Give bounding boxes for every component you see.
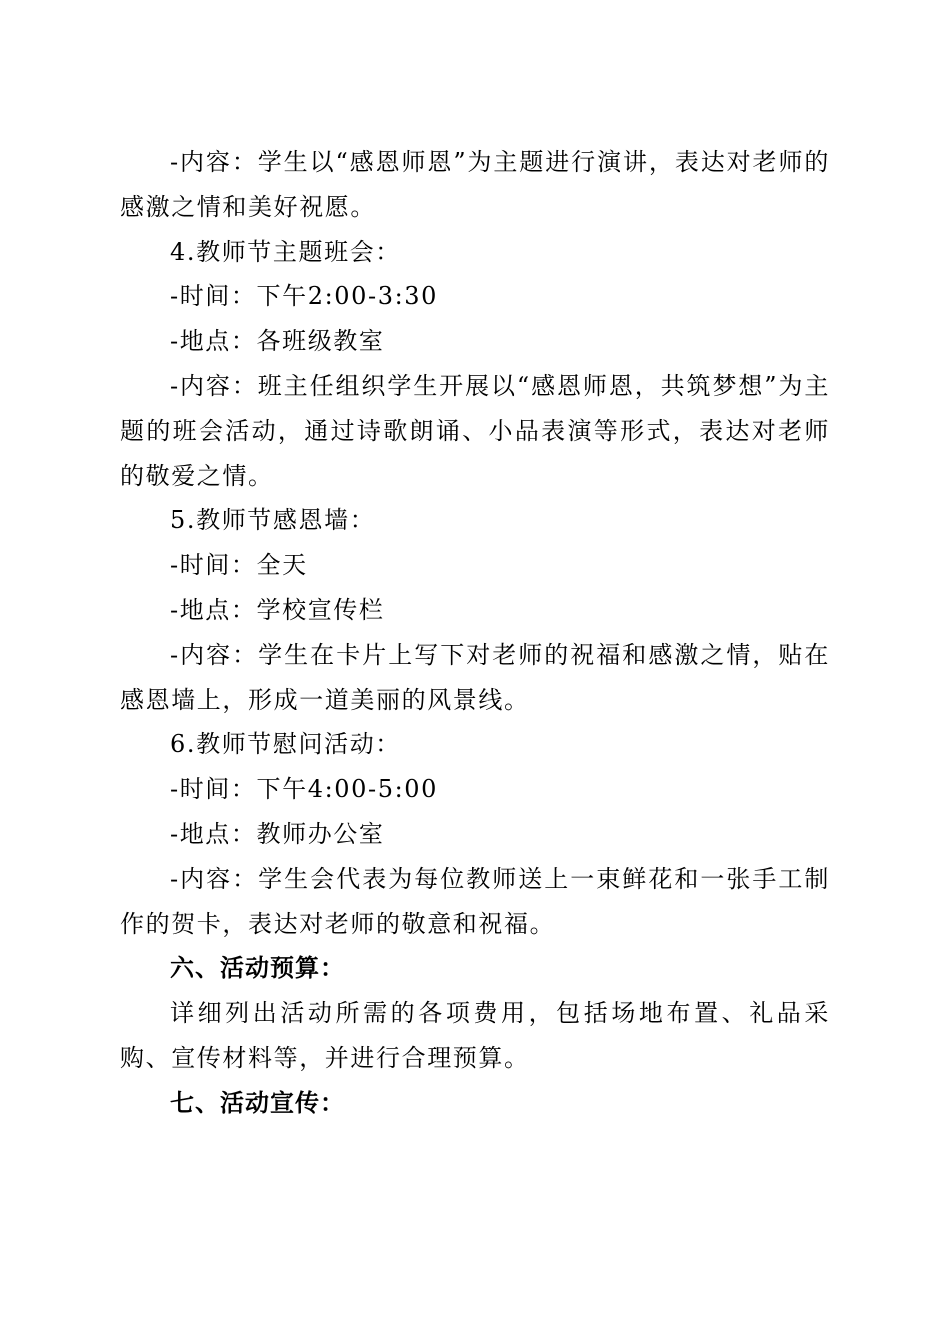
speech-content-line: -内容：学生以“感恩师恩”为主题进行演讲，表达对老师的感激之情和美好祝愿。 (120, 148, 830, 221)
section-6-heading: 六、活动预算： (170, 954, 345, 983)
section-7-heading: 七、活动宣传： (170, 1088, 345, 1117)
item-4-content: -内容：班主任组织学生开展以“感恩师恩，共筑梦想”为主题的班会活动，通过诗歌朗诵、小品表演等形式，表达对老师的敬爱之情。 (120, 371, 830, 490)
item-6-heading: 6.教师节慰问活动： (170, 730, 401, 759)
item-6-time: -时间：下午4:00-5:00 (170, 775, 439, 804)
item-5-location: -地点：学校宣传栏 (170, 595, 385, 624)
item-4-time: -时间：下午2:00-3:30 (170, 282, 439, 311)
item-5-heading: 5.教师节感恩墙： (170, 506, 376, 535)
item-6-location: -地点：教师办公室 (170, 819, 385, 848)
section-6-body: 详细列出活动所需的各项费用，包括场地布置、礼品采购、宣传材料等，并进行合理预算。 (120, 999, 830, 1072)
document-body (120, 140, 830, 1126)
item-5-content: -内容：学生在卡片上写下对老师的祝福和感激之情，贴在感恩墙上，形成一道美丽的风景线。 (120, 640, 830, 714)
item-4-heading: 4.教师节主题班会： (170, 237, 401, 266)
item-6-content: -内容：学生会代表为每位教师送上一束鲜花和一张手工制作的贺卡，表达对老师的敬意和祝福。 (120, 864, 830, 938)
item-5-time: -时间：全天 (170, 551, 308, 580)
item-4-location: -地点：各班级教室 (170, 327, 385, 356)
